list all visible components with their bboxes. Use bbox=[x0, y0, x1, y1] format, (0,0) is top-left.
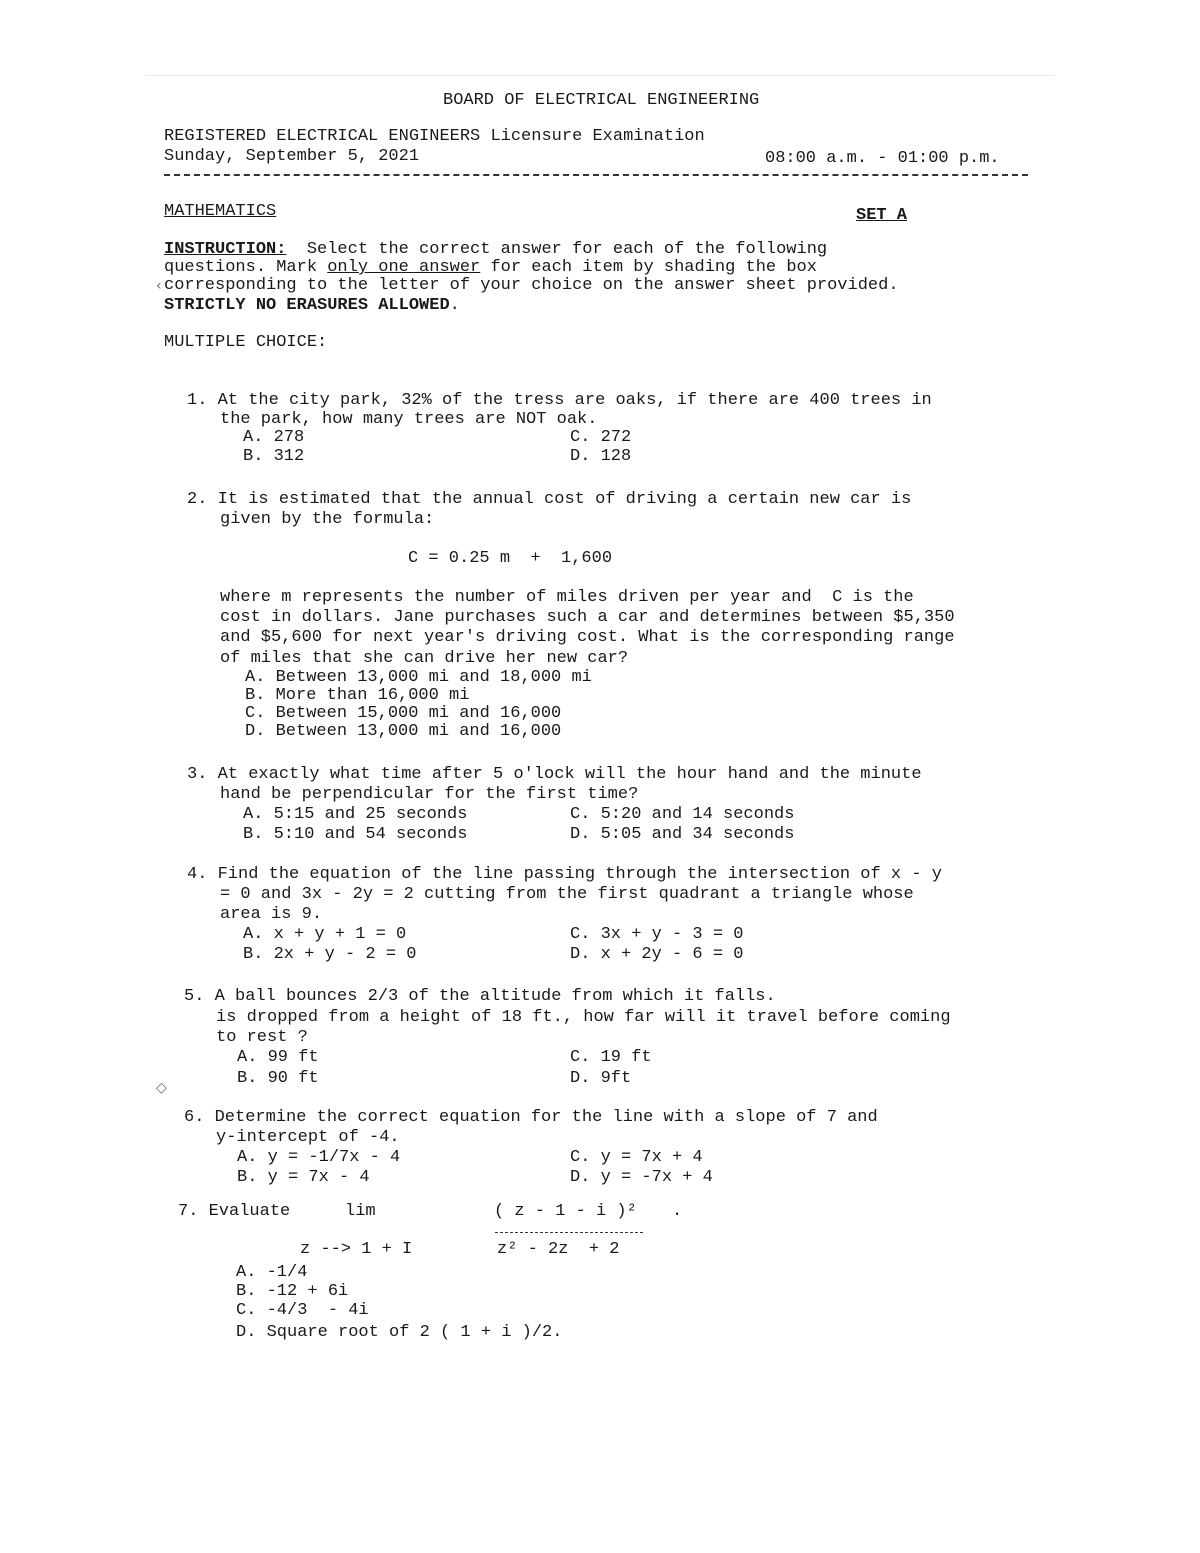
subject-heading: MATHEMATICS bbox=[164, 202, 277, 221]
q7-fraction-bar bbox=[495, 1232, 643, 1233]
q1-choice-a: A. 278 bbox=[243, 428, 305, 447]
q3-choice-c: C. 5:20 and 14 seconds bbox=[570, 805, 795, 824]
board-title: BOARD OF ELECTRICAL ENGINEERING bbox=[443, 91, 760, 110]
scan-mark-diamond: ◇ bbox=[156, 1080, 167, 1096]
q1-choice-d: D. 128 bbox=[570, 447, 632, 466]
q3-line-1: 3. At exactly what time after 5 o'lock will the hour hand and the minute bbox=[187, 765, 922, 784]
no-erasures-warning: STRICTLY NO ERASURES ALLOWED bbox=[164, 296, 450, 315]
q2-choice-c: C. Between 15,000 mi and 16,000 bbox=[245, 704, 562, 723]
q7-choice-a: A. -1/4 bbox=[236, 1263, 308, 1282]
q7-lim-subscript: z --> 1 + I bbox=[300, 1240, 413, 1259]
instruction-text-1: Select the correct answer for each of the following bbox=[306, 240, 828, 259]
page-top-rule bbox=[145, 75, 1055, 76]
q5-line-1: 5. A ball bounces 2/3 of the altitude from which it falls. bbox=[184, 987, 776, 1006]
q6-choice-c: C. y = 7x + 4 bbox=[570, 1148, 703, 1167]
q3-choice-a: A. 5:15 and 25 seconds bbox=[243, 805, 468, 824]
q7-lim: lim bbox=[345, 1202, 376, 1221]
instruction-text-2a: questions. Mark bbox=[164, 258, 328, 277]
q5-choice-a: A. 99 ft bbox=[237, 1048, 319, 1067]
q7-line-1: 7. Evaluate bbox=[178, 1202, 291, 1221]
q7-choice-d: D. Square root of 2 ( 1 + i )/2. bbox=[236, 1323, 563, 1342]
q4-line-3: area is 9. bbox=[220, 905, 323, 924]
q6-line-2: y-intercept of -4. bbox=[216, 1128, 400, 1147]
q4-line-2: = 0 and 3x - 2y = 2 cutting from the first quadrant a triangle whose bbox=[220, 885, 914, 904]
q6-choice-b: B. y = 7x - 4 bbox=[237, 1168, 370, 1187]
q1-choice-c: C. 272 bbox=[570, 428, 632, 447]
q2-choice-b: B. More than 16,000 mi bbox=[245, 686, 470, 705]
q5-choice-b: B. 90 ft bbox=[237, 1069, 319, 1088]
q5-line-3: to rest ? bbox=[216, 1028, 308, 1047]
q2-formula: C = 0.25 m + 1,600 bbox=[408, 549, 613, 568]
section-heading: MULTIPLE CHOICE: bbox=[164, 333, 328, 352]
q4-choice-c: C. 3x + y - 3 = 0 bbox=[570, 925, 744, 944]
q1-line-2: the park, how many trees are NOT oak. bbox=[220, 410, 598, 429]
q6-choice-d: D. y = -7x + 4 bbox=[570, 1168, 713, 1187]
q2-para-3: and $5,600 for next year's driving cost. What is the corresponding range bbox=[220, 628, 955, 647]
scan-mark-arrow: ‹ bbox=[156, 278, 162, 294]
exam-time: 08:00 a.m. - 01:00 p.m. bbox=[765, 149, 1000, 168]
q4-choice-d: D. x + 2y - 6 = 0 bbox=[570, 945, 744, 964]
instruction-line-3: corresponding to the letter of your choice on the answer sheet provided. bbox=[164, 276, 899, 295]
q7-numerator: ( z - 1 - i )² bbox=[494, 1202, 637, 1221]
exam-title: REGISTERED ELECTRICAL ENGINEERS Licensure Examination bbox=[164, 127, 705, 146]
q6-choice-a: A. y = -1/7x - 4 bbox=[237, 1148, 401, 1167]
q3-choice-b: B. 5:10 and 54 seconds bbox=[243, 825, 468, 844]
instruction-line-4 bbox=[164, 296, 460, 316]
q5-choice-d: D. 9ft bbox=[570, 1069, 632, 1088]
q2-choice-a: A. Between 13,000 mi and 18,000 mi bbox=[245, 668, 592, 687]
q4-choice-b: B. 2x + y - 2 = 0 bbox=[243, 945, 417, 964]
q7-choice-b: B. -12 + 6i bbox=[236, 1282, 349, 1301]
instruction-emphasis: only one answer bbox=[327, 258, 481, 277]
instruction-period: . bbox=[449, 296, 460, 315]
q2-choice-d: D. Between 13,000 mi and 16,000 bbox=[245, 722, 562, 741]
instruction-label: INSTRUCTION: bbox=[164, 240, 287, 259]
q5-line-2: is dropped from a height of 18 ft., how far will it travel before coming bbox=[216, 1008, 951, 1027]
q7-denominator: z² - 2z + 2 bbox=[497, 1240, 620, 1259]
q7-choice-c: C. -4/3 - 4i bbox=[236, 1301, 369, 1320]
instruction-text-2b: for each item by shading the box bbox=[480, 258, 817, 277]
q1-choice-b: B. 312 bbox=[243, 447, 305, 466]
q2-para-4: of miles that she can drive her new car? bbox=[220, 649, 629, 668]
q4-choice-a: A. x + y + 1 = 0 bbox=[243, 925, 407, 944]
instruction-line-2 bbox=[164, 258, 817, 278]
q5-choice-c: C. 19 ft bbox=[570, 1048, 652, 1067]
q2-line-2: given by the formula: bbox=[220, 510, 435, 529]
instruction-line-1 bbox=[164, 240, 827, 260]
q6-line-1: 6. Determine the correct equation for the line with a slope of 7 and bbox=[184, 1108, 878, 1127]
exam-date: Sunday, September 5, 2021 bbox=[164, 147, 420, 166]
q2-para-1: where m represents the number of miles driven per year and C is the bbox=[220, 588, 914, 607]
q3-choice-d: D. 5:05 and 34 seconds bbox=[570, 825, 795, 844]
q3-line-2: hand be perpendicular for the first time? bbox=[220, 785, 639, 804]
set-label: SET A bbox=[856, 206, 908, 225]
q1-line-1: 1. At the city park, 32% of the tress are oaks, if there are 400 trees in bbox=[187, 391, 932, 410]
q7-period: . bbox=[672, 1202, 683, 1221]
q4-line-1: 4. Find the equation of the line passing through the intersection of x - y bbox=[187, 865, 942, 884]
header-divider bbox=[164, 174, 1028, 176]
q2-para-2: cost in dollars. Jane purchases such a car and determines between $5,350 bbox=[220, 608, 955, 627]
q2-line-1: 2. It is estimated that the annual cost of driving a certain new car is bbox=[187, 490, 912, 509]
